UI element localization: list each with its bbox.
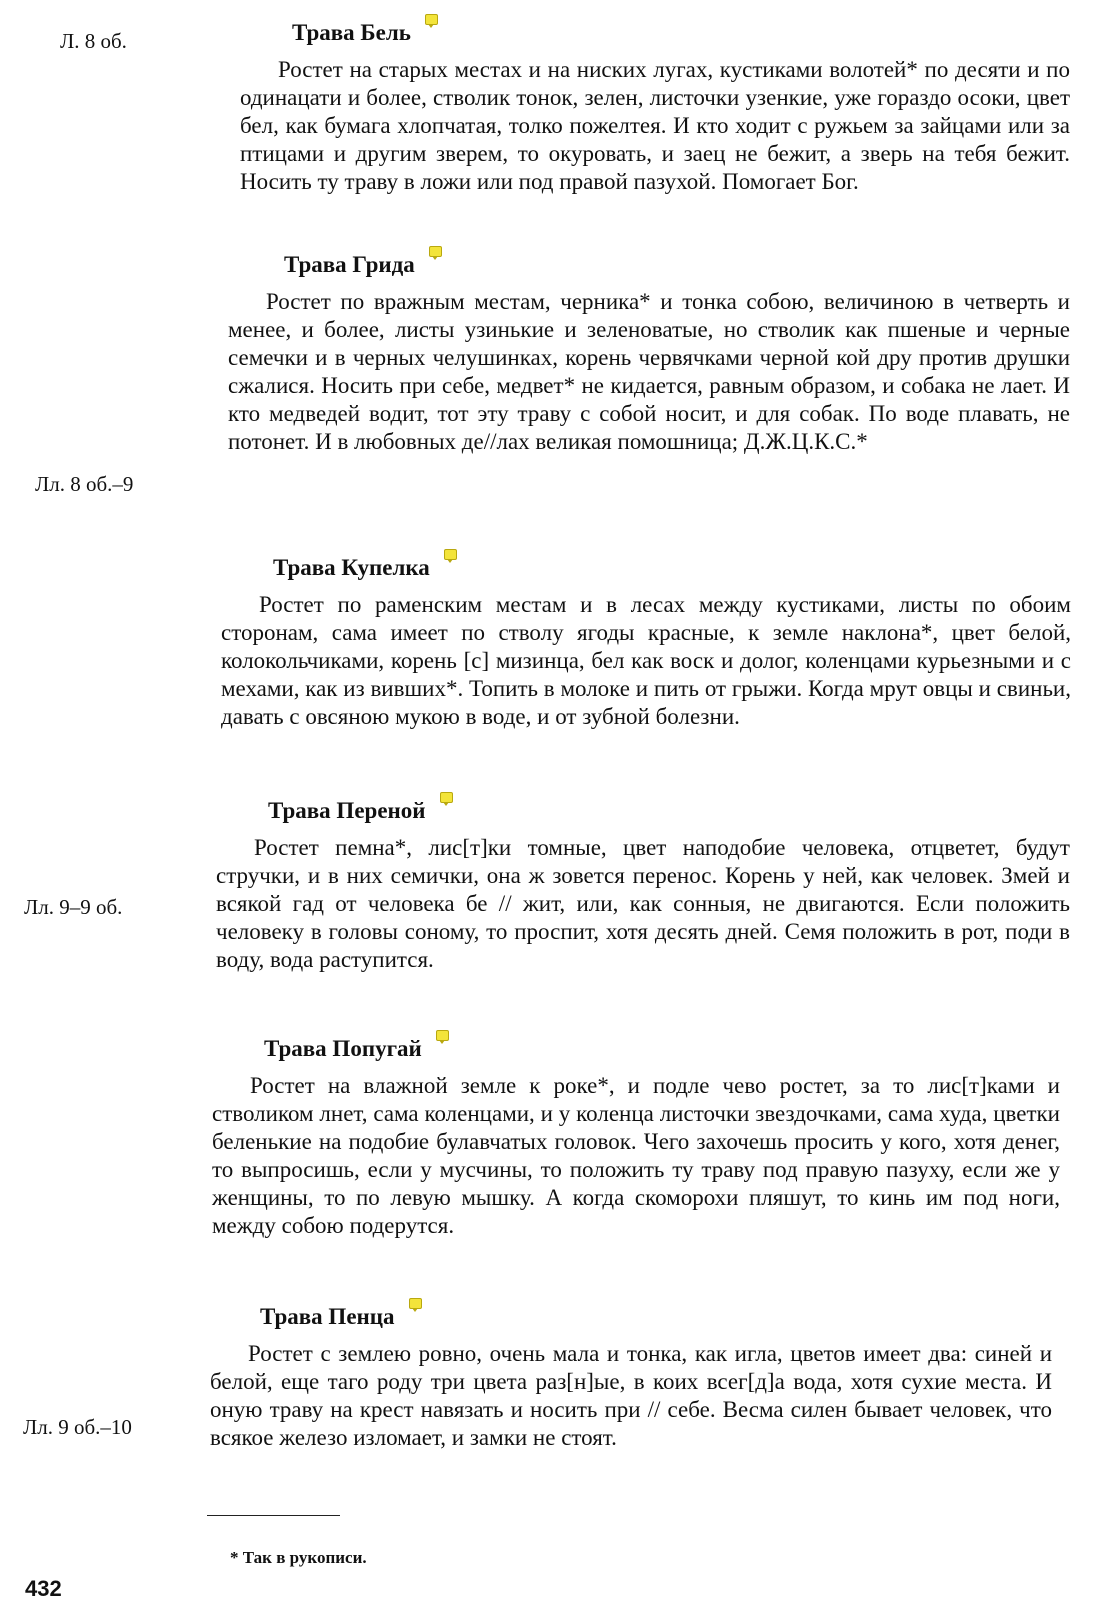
comment-icon[interactable] (429, 246, 442, 257)
entry-bel (240, 18, 1070, 196)
entry-kupelka (221, 553, 1071, 731)
entry-title: Трава Пенца (260, 1304, 395, 1329)
entry-text: Ростет пемна*, лис[т]ки томные, цвет наподобие человека, отцветет, будут стручки, и в них семички, она ж зовется перенос. Корень у ней, как человек. Змей и всякой гад от человека бе // жит, или, как сонныя, не двигаются. Если положить человеку в головы соному, то проспит, хотя десять дней. Семя положить в рот, поди в воду, вода раступится. (216, 835, 1070, 972)
entry-title: Трава Бель (292, 20, 411, 45)
entry-text: Ростет на влажной земле к роке*, и подле чево ростет, за то лис[т]ками и стволиком лнет, сама коленцами, и у коленца листочки звездочками, сама худа, цветки беленькие на подобие булавчатых головок. Чего захочешь просить у кого, хотя денег, то выпросишь, если у мусчины, то положить ту траву под правую пазуху, если же у женщины, то по левую мышку. А когда скоморохи пляшут, то кинь им под ноги, между собою подерутся. (212, 1073, 1060, 1238)
entry-title: Трава Переной (268, 798, 426, 823)
page-number: 432 (25, 1576, 62, 1601)
margin-note: Лл. 8 об.–9 (35, 472, 134, 496)
comment-icon[interactable] (425, 14, 438, 25)
footnote-divider (207, 1515, 340, 1516)
entry-text: Ростет по вражным местам, черника* и тонка собою, величиною в четверть и менее, и более, листы узинькие и зеленоватые, но стволик как пшеные и черные семечки и в черных челушинках, корень червячками черной кой дру против друшки сжалися. Носить при себе, медвет* не кидается, равным образом, и собака не лает. И кто медведей водит, тот эту траву с собой носит, и для собак. По воде плавать, не потонет. И в любовных де//лах великая помошница; Д.Ж.Ц.К.С.* (228, 289, 1070, 454)
comment-icon[interactable] (444, 549, 457, 560)
margin-note: Л. 8 об. (60, 29, 127, 53)
comment-icon[interactable] (440, 792, 453, 803)
entry-title: Трава Купелка (273, 555, 430, 580)
entry-title: Трава Грида (284, 252, 415, 277)
entry-text: Ростет на старых местах и на ниских лугах, кустиками волотей* по десяти и по одинацати и более, стволик тонок, зелен, листочки узенкие, уже гораздо осоки, цвет бел, как бумага хлопчатая, толко пожелтея. И кто ходит с ружьем за зайцами или за птицами и другим зверем, то окуровать, и заец не бежит, а зверь на тебя бежит. Носить ту траву в ложи или под правой пазухой. Помогает Бог. (240, 57, 1070, 194)
entry-title: Трава Попугай (264, 1036, 422, 1061)
margin-note: Лл. 9–9 об. (24, 895, 123, 919)
footnote: * Так в рукописи. (230, 1548, 367, 1567)
margin-note: Лл. 9 об.–10 (23, 1415, 132, 1439)
entry-grida (228, 250, 1070, 456)
comment-icon[interactable] (409, 1298, 422, 1309)
entry-popugay (212, 1034, 1060, 1240)
entry-text: Ростет с землею ровно, очень мала и тонка, как игла, цветов имеет два: синей и белой, еще таго роду три цвета раз[н]ые, в коих всег[д]а вода, хотя сухие места. И оную траву на крест навязать и носить при // себе. Весма силен бывает человек, что всякое железо изломает, и замки не стоят. (210, 1341, 1052, 1450)
entry-text: Ростет по раменским местам и в лесах между кустиками, листы по обоим сторонам, сама имеет по стволу ягоды красные, к земле наклона*, цвет белой, колокольчиками, корень [с] мизинца, бел как воск и долог, коленцами курьезными и с мехами, как из вивших*. Топить в молоке и пить от грыжи. Когда мрут овцы и свиньи, давать с овсяною мукою в воде, и от зубной болезни. (221, 592, 1071, 729)
entry-perenoy (216, 796, 1070, 974)
entry-pentsa (210, 1302, 1052, 1452)
comment-icon[interactable] (436, 1030, 449, 1041)
